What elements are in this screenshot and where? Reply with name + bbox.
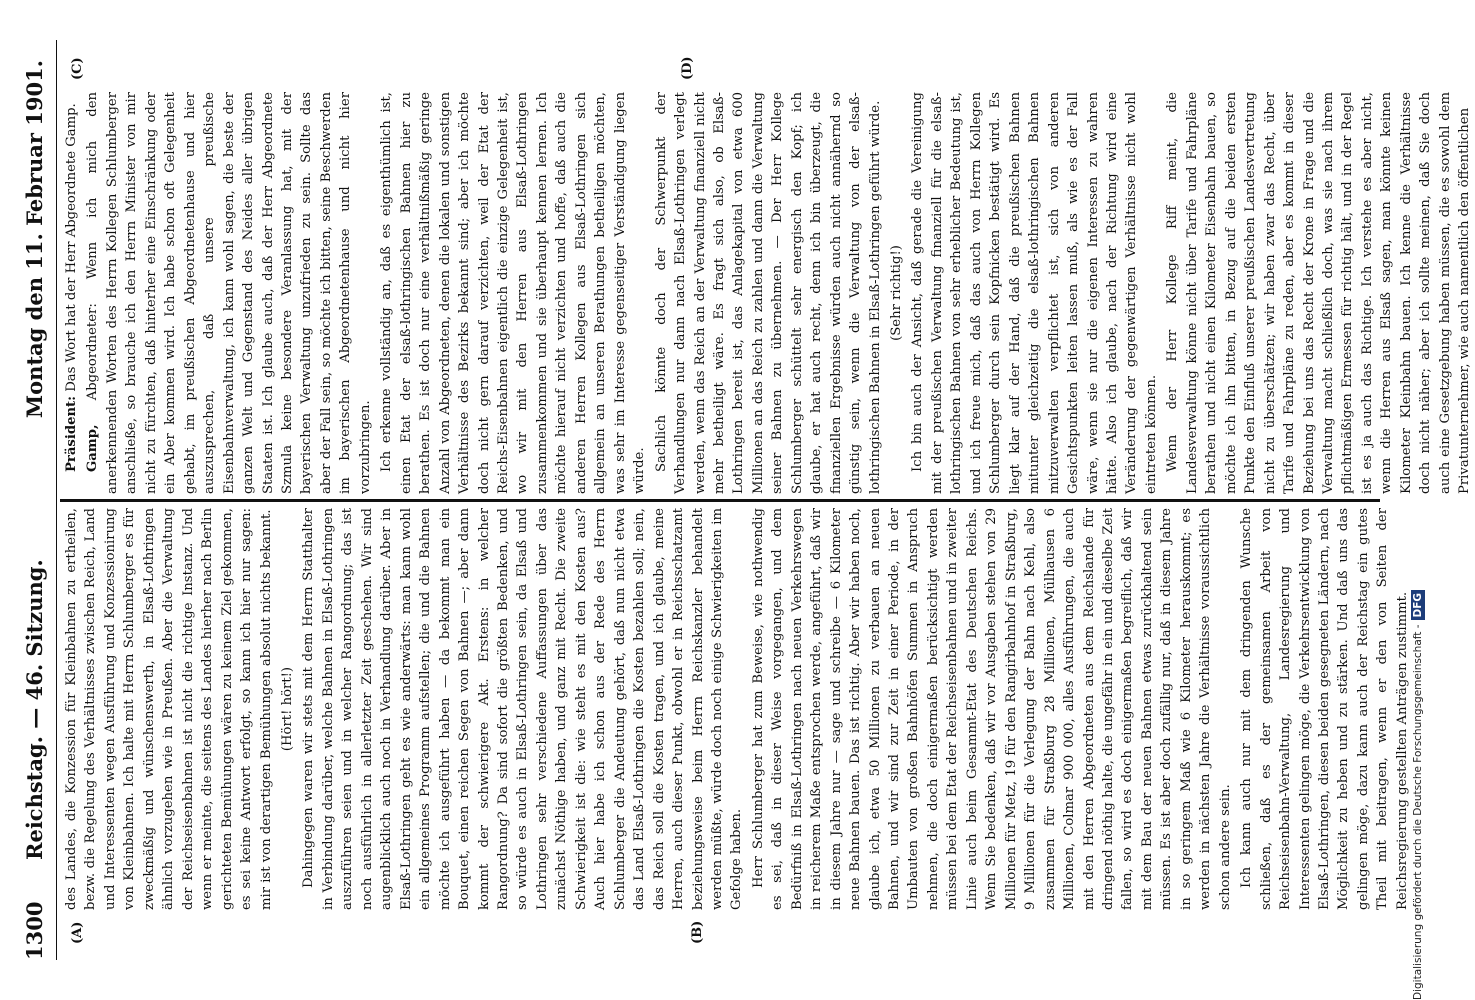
paragraph: Ich kann auch nur mit dem dringenden Wunsche schließen, daß es der gemeinsamen Arbeit von Reichseisenbahn-Verwaltung, Landesregierung und Interessenten gelingen möge, die Verkehrsentwicklung von Elsaß-Lothringen, diesen beiden gesegneten Ländern, nach Möglichkeit zu heben und zu stärken. Und daß uns das gelingen möge, dazu kann auch der Reichstag ein gutes Theil mit beitragen, wenn er den von Seiten der Reichsregierung gestellten Anträgen zustimmt. bbox=[1239, 508, 1410, 910]
paragraph: des Landes, die Konzession für Kleinbahnen zu ertheilen, bezw. die Regelung des Verhältnisses zwischen Reich, Land und Interessenten wegen Ausführung und Konzessionirung von Kleinbahnen. Ich halte mit Herrn Schlumberger es für zweckmäßig und wünschenswerth, in Elsaß-Lothringen ähnlich vorzugehen wie in Preußen. Aber die Verwaltung der Reichseisenbahnen ist nicht die richtige Instanz. Und wenn er meinte, die seitens des Landes hierher nach Berlin gerichteten Bemühungen wären zu keinem Ziel gekommen, es sei keine Antwort erfolgt, so kann ich hier nur sagen: mir ist von derartigen Bemühungen absolut nichts bekannt. bbox=[64, 508, 274, 910]
paragraph: Ich bin auch der Ansicht, daß gerade die Vereinigung mit der preußischen Verwaltung finanziell für die elsaß-lothringischen Bahnen von sehr erheblicher Bedeutung ist, und ich freue mich, daß das auch von Herrn Kollegen Schlumberger durch sein Kopfnicken bestätigt wird. Es liegt klar auf der Hand, daß die preußischen Bahnen mitunter gleichzeitig die elsaß-lothringischen Bahnen mitzuverwalten verpflichtet ist, sich von anderen Gesichtspunkten leiten lassen muß, als wie es der Fall wäre, wenn sie nur die eigenen Interessen zu wahren hätte. Also ich glaube, nach der Richtung wird eine Veränderung der gegenwärtigen Verhältnisse nicht wohl eintreten können. bbox=[910, 92, 1159, 494]
interjection: (Hört! hört!) bbox=[279, 666, 295, 752]
left-column bbox=[62, 508, 1410, 910]
speaker-name: Gamp, bbox=[85, 424, 101, 472]
margin-marker-a: (A) bbox=[70, 921, 85, 944]
dfg-logo: DFG bbox=[1411, 590, 1425, 621]
paragraph: Sachlich könnte doch der Schwerpunkt der Verhandlungen nur dann nach Elsaß-Lothringen verlegt werden, wenn das Reich an der Verwaltung finanziell nicht mehr betheiligt wäre. Es fragt sich also, ob Elsaß-Lothringen bereit ist, das Anlagekapital von etwa 600 Millionen an das Reich zu zahlen und dann die Verwaltung seiner Bahnen zu übernehmen. — Der Herr Kollege Schlumberger schüttelt sehr energisch den Kopf; ich glaube, er hat auch recht, denn ich bin überzeugt, die finanziellen Ergebnisse würden auch nicht annähernd so günstig sein, wenn die Verwaltung von der elsaß-lothringischen Bahnen in Elsaß-Lothringen geführt würde. bbox=[653, 92, 883, 494]
right-column bbox=[62, 92, 1473, 494]
column-divider bbox=[60, 499, 1380, 502]
margin-marker-d: (D) bbox=[680, 56, 695, 80]
margin-marker-b: (B) bbox=[690, 920, 705, 944]
header-rule bbox=[56, 40, 57, 960]
paragraph: Ich erkenne vollständig an, daß es eigenthümlich ist, einen Etat der elsaß-lothringischen Bahnen hier zu berathen. Es ist doch nur eine verhältnißmäßig geringe Anzahl von Abgeordneten, denen die lokalen und sonstigen Verhältnisse des Bezirks bekannt sind; aber ich möchte doch nicht gern darauf verzichten, weil der Etat der Reichs-Eisenbahnen eigentlich die einzige Gelegenheit ist, wo wir mit den Herren aus Elsaß-Lothringen zusammenkommen und sie überhaupt kennen lernen. Ich möchte hierauf nicht verzichten und hoffe, daß auch die anderen Herren Kollegen aus Elsaß-Lothringen sich allgemein an unseren Berathungen betheiligen möchten, was sehr im Interesse gegenseitiger Verständigung liegen würde. bbox=[379, 92, 648, 494]
header-left-title: Reichstag. — 46. Sitzung. bbox=[22, 559, 47, 860]
interjection: (Sehr richtig!) bbox=[889, 245, 905, 341]
header-right-title: Montag den 11. Februar 1901. bbox=[22, 60, 47, 419]
speaker-paragraph: Gamp, Abgeordneter: Wenn ich mich den anerkennenden Worten des Herrn Kollegen Schlumberger anschließe, so brauche ich den Herrn Minister von mir nicht zu fürchten, daß hinterher eine Einschränkung oder ein Aber kommen wird. Ich habe schon oft Gelegenheit gehabt, im preußischen Abgeordnetenhause und hier auszusprechen, daß unsere preußische Eisenbahnverwaltung, ich kann wohl sagen, die beste der ganzen Welt und Gegenstand des Neides aller übrigen Staaten ist. Ich glaube auch, daß der Herr Abgeordnete Szmula keine besondere Veranlassung hat, mit der bayerischen Verwaltung unzufrieden zu sein. Sollte das aber der Fall sein, so möchte ich bitten, seine Beschwerden im bayerischen Abgeordnetenhause und nicht hier vorzubringen. bbox=[85, 92, 373, 494]
paragraph: Wenn der Herr Kollege Riff meint, die Landesverwaltung könne nicht über Tarife und Fahrpläne berathen und nicht einen Kilometer Eisenbahn bauen, so möchte ich ihn bitten, in Bezug auf die beiden ersten Punkte den Einfluß unserer preußischen Landesvertretung nicht zu überschätzen; wir haben zwar das Recht, über Tarife und Fahrpläne zu reden, aber es kommt in dieser Beziehung bei uns das Recht der Krone in Frage und die Verwaltung macht schließlich doch, was sie nach ihrem pflichtmäßigen Ermessen für richtig hält, und in der Regel ist es ja auch das Richtige. Ich verstehe es aber nicht, wenn die Herren aus Elsaß sagen, man könnte keinen Kilometer Kleinbahn bauen. Ich kenne die Verhältnisse doch nicht näher; aber ich sollte meinen, daß Sie doch auch eine Gesetzgebung haben müssen, die es sowohl dem Privatunternehmer, wie auch namentlich den öffentlichen bbox=[1165, 92, 1473, 494]
margin-marker-c: (C) bbox=[70, 57, 85, 80]
speaker-paragraph: Präsident: Das Wort hat der Herr Abgeordnete Gamp. bbox=[64, 103, 79, 472]
paragraph: Herr Schlumberger hat zum Beweise, wie nothwendig es sei, daß in dieser Weise vorgegangen, und dem Bedürfniß in Elsaß-Lothringen nach neuen Verkehrswegen in reicherem Maße entsprochen werde, angeführt, daß wir in diesem Jahre nur — sage und schreibe — 6 Kilometer neue Bahnen bauen. Das ist richtig. Aber wir haben noch, glaube ich, etwa 50 Millionen zu verbauen an neuen Bahnen, und wir sind zur Zeit in einer Periode, in der Umbauten von großen Bahnhöfen Summen in Anspruch nehmen, die doch einigermaßen berücksichtigt werden müssen bei dem Etat der Reichseisenbahnen und in zweiter Linie auch beim Gesammt-Etat des Deutschen Reichs. Wenn Sie bedenken, daß wir vor Ausgaben stehen von 29 Millionen für Metz, 19 für den Rangirbahnhof in Straßburg, 9 Millionen für die Verlegung der Bahn nach Kehl, also zusammen für Straßburg 28 Millionen, Mülhausen 6 Millionen, Colmar 900 000, alles Ausführungen, die auch mit den Herren Abgeordneten aus dem Reichslande für dringend nöthig halte, die ungefähr in ein und dieselbe Zeit fallen, so wird es doch einigermaßen begreiflich, daß wir mit dem Bau der neuen Bahnen etwas zurückhaltend sein müssen. Es ist aber doch zufällig nur, daß in diesem Jahre in so geringem Maß wie 6 Kilometer herauskommt; es werden in nächsten Jahre die Verhältnisse voraussichtlich schon andere sein. bbox=[750, 508, 1233, 910]
speaker-name: Präsident: bbox=[64, 395, 79, 472]
running-header bbox=[20, 40, 54, 960]
paragraph: Dahingegen waren wir stets mit dem Herrn Statthalter in Verbindung darüber, welche Bahnen in Elsaß-Lothringen auszuführen seien und in welcher Rangordnung; das ist noch ausführlich in allerletzter Zeit geschehen. Wir sind augenblicklich auch noch in Verhandlung darüber. Aber in Elsaß-Lothringen geht es wie anderwärts: man kann wohl ein allgemeines Programm aufstellen; die und die Bahnen möchte ich ausgeführt haben — da bekommt man ein Bouquet, einen reichen Segen von Bahnen —; aber dann kommt der schwierigere Akt. Erstens: in welcher Rangordnung? Da sind sofort die größten Bedenken, und so würde es auch in Elsaß-Lothringen sein, da Elsaß und Lothringen sehr verschiedene Auffassungen über das zunächst Nöthige haben, und ganz mit Recht. Die zweite Schwierigkeit ist die: wie steht es mit den Kosten aus? Auch hier habe ich schon aus der Rede des Herrn Schlumberger die Andeutung gehört, daß nun nicht etwa das Land Elsaß-Lothringen die Kosten bezahlen soll; nein, das Reich soll die Kosten tragen, und ich glaube, meine Herren, auch dieser Punkt, obwohl er in Reichsschatzamt beziehungsweise beim Herrn Reichskanzler behandelt werden müßte, würde doch noch einige Schwierigkeiten im Gefolge haben. bbox=[301, 508, 745, 910]
page-number: 1300 bbox=[22, 901, 47, 960]
imprint-text: Digitalisierung gefördert durch die Deutsche Forschungsgemeinschaft - bbox=[1412, 624, 1424, 1000]
digitization-imprint bbox=[1404, 0, 1432, 1000]
